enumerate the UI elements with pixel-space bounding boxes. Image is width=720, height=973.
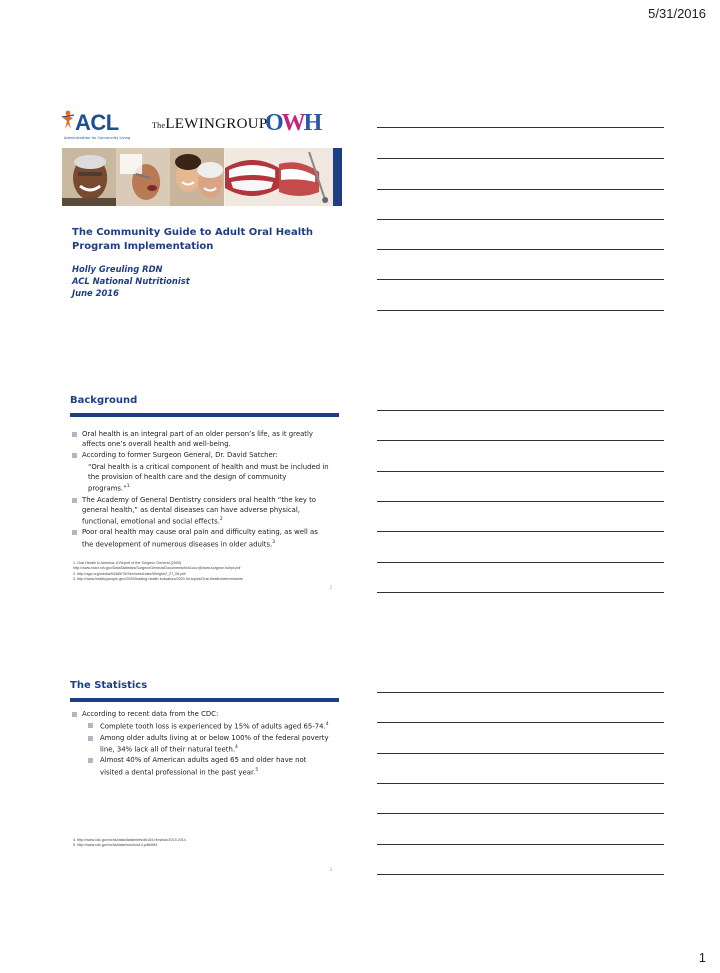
- presenter-info: [72, 263, 190, 299]
- acl-person-icon: [62, 110, 74, 128]
- presentation-date: June 2016: [72, 288, 119, 298]
- photo-collage: [62, 148, 333, 206]
- slide-heading: Background: [70, 395, 138, 406]
- sub-bullet: Complete tooth loss is experienced by 15% of adults aged 65-74.$^4$: [70, 720, 330, 732]
- photo-smiling-women: [170, 148, 224, 206]
- bullet: Poor oral health may cause oral pain and difficulty eating, as well as the development of numerous diseases in older adults.$^3$: [70, 527, 330, 549]
- references: 1. Oral Health in America: A Report of the Surgeon General (2000) http://www.nidcr.nih.gov/DataStatistics/SurgeonGeneral/Documents/hck1ocv.@www.surgeon.fullrpt.pdf 2. http://agd.org/media/94365/75/Services/Index/Weight/2_27_06.pdf 3. http://www.healthypeople.gov/2020/leading-health-indicators/2020-lhi-topics/Oral-Health/determinants: [73, 561, 243, 582]
- presenter-role: ACL National Nutritionist: [72, 276, 190, 286]
- quote: “Oral health is a critical component of health and must be included in the provision of health care and the design of community programs.”$^1$: [88, 462, 329, 493]
- heading-rule: [70, 698, 339, 702]
- slide-2: [56, 385, 333, 599]
- print-date: 5/31/2016: [648, 6, 706, 21]
- bullet: According to former Surgeon General, Dr. David Satcher:: [70, 450, 330, 460]
- presentation-title: The Community Guide to Adult Oral Health Program Implementation: [72, 227, 314, 252]
- photo-dental-tool: [279, 148, 333, 206]
- owh-logo: OWH: [265, 110, 321, 136]
- bullet: The Academy of General Dentistry considers oral health “the key to general health,” as dental diseases can have adverse physical, functional, emotional and social effects.$^2$: [70, 495, 330, 527]
- slide-heading: The Statistics: [70, 680, 148, 691]
- heading-rule: [70, 413, 339, 417]
- references: 4. http://www.cdc.gov/nchs/data/databriefs/db104.htm#cdc2013 2014 5. http://www.cdc.gov/nchs/data/hus/hus14.pdf#084: [73, 838, 186, 848]
- slide-number: 2: [329, 585, 332, 590]
- bullet-list: [70, 429, 330, 550]
- slide-3: [56, 670, 333, 884]
- slide-1: [56, 100, 333, 314]
- bullet: According to recent data from the CDC:: [70, 709, 330, 719]
- photo-teeth-closeup: [225, 148, 279, 206]
- acl-logo: ACL Administration for Community Living: [64, 110, 131, 140]
- logo-row: [62, 110, 332, 142]
- acl-logo-subtitle: Administration for Community Living: [64, 136, 131, 140]
- presenter-name: Holly Greuling RDN: [72, 264, 163, 274]
- photo-dental-exam: [116, 148, 170, 206]
- page-number: 1: [698, 950, 706, 965]
- lewin-group-logo: TheLEWINGROUP: [152, 116, 268, 132]
- sub-bullet: Almost 40% of American adults aged 65 and older have not visited a dental professional in the past year.$^5$: [70, 755, 330, 777]
- bullet: Oral health is an integral part of an older person’s life, as it greatly affects one’s overall health and well-being.: [70, 429, 330, 449]
- photo-smiling-man: [62, 148, 116, 206]
- bullet-list: [70, 709, 330, 778]
- accent-bar: [333, 148, 342, 206]
- slide-number: 3: [329, 867, 332, 872]
- sub-bullet: Among older adults living at or below 100% of the federal poverty line, 34% lack all of their natural teeth.$^4$: [70, 733, 330, 755]
